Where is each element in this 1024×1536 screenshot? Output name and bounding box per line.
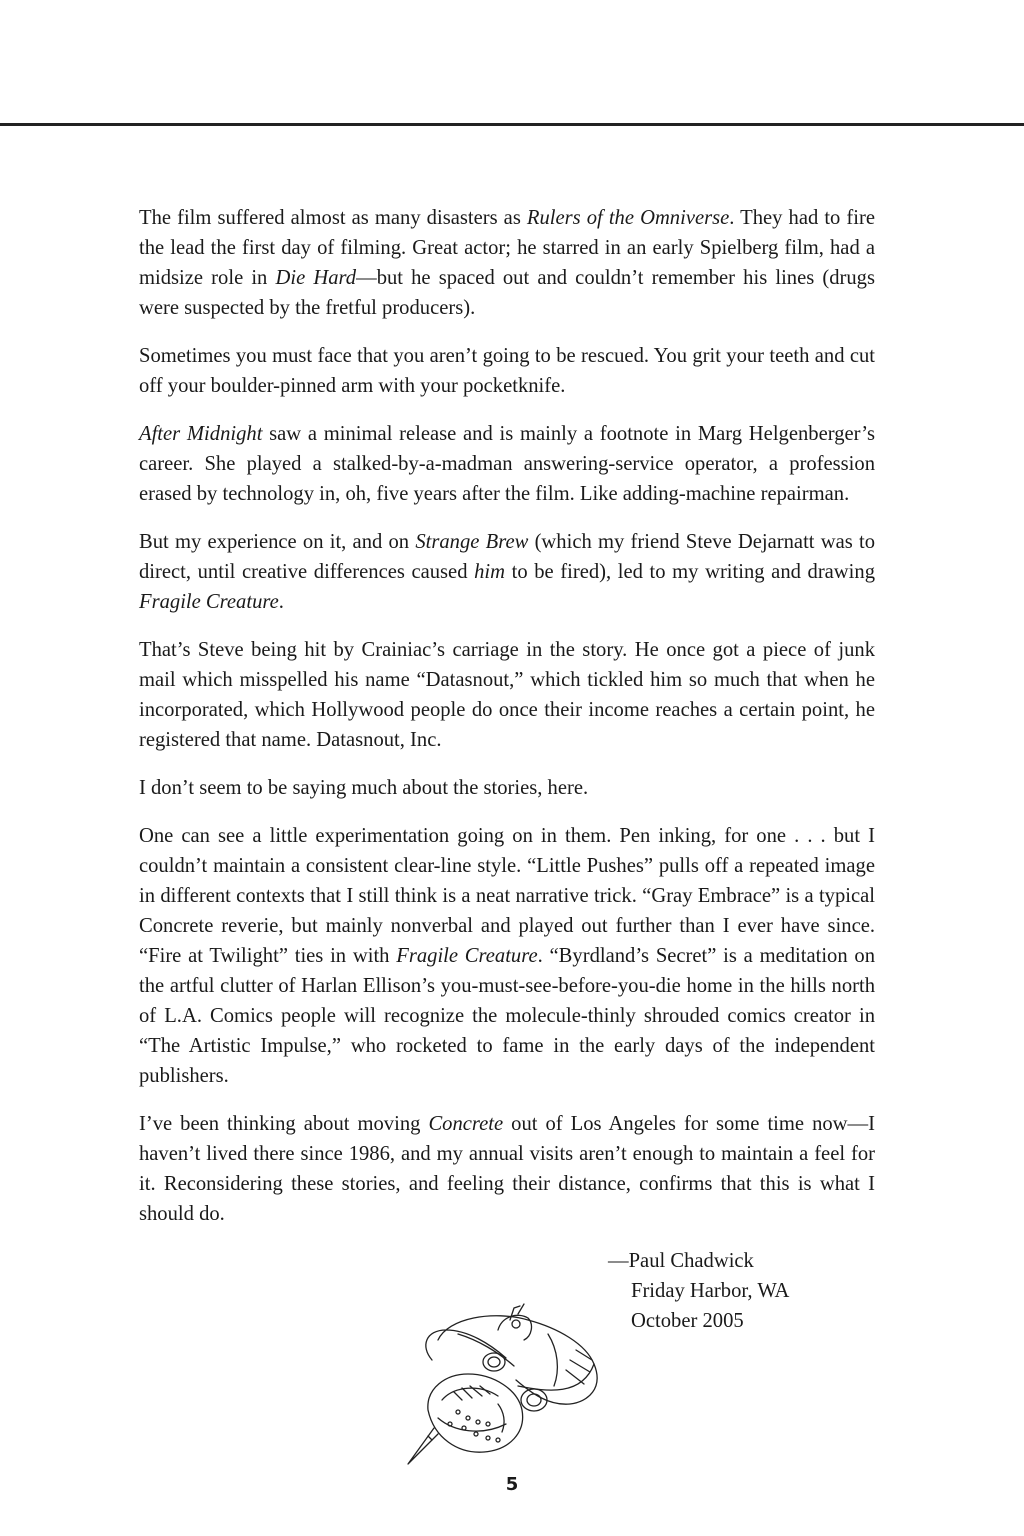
italic-title: After Midnight (139, 423, 263, 445)
text-segment: to be fired), led to my writing and drawing (505, 561, 875, 583)
text-segment: . They had to fire the lead the first day of filming. Great actor; he starred in an early Spielberg film, had a midsize role in (139, 207, 875, 289)
text-segment: One can see a little experimentation going on in them. Pen inking, for one . . . but I couldn’t maintain a consistent clear-line style. “Little Pushes” pulls off a repeated image in different contexts that I still think is a neat narrative trick. “Gray Embrace” is a typical Concrete reverie, but mainly nonverbal and played out further than I ever have since. “Fire at Twilight” ties in with (139, 825, 875, 967)
paragraph (139, 419, 875, 509)
text-segment: Sometimes you must face that you aren’t going to be rescued. You grit your teeth and cut off your boulder-pinned arm with your pocketknife. (139, 345, 875, 397)
paragraph (139, 203, 875, 323)
text-segment: . (278, 591, 284, 613)
signature-location: Friday Harbor, WA (631, 1280, 790, 1302)
italic-title: Concrete (428, 1113, 504, 1135)
paragraph (139, 773, 875, 803)
paragraph (139, 527, 875, 617)
paragraph (139, 635, 875, 755)
spaceship-sketch-icon (398, 1300, 630, 1470)
text-segment: saw a minimal release and is mainly a footnote in Marg Helgenberger’s career. She played a stalked-by-a-madman answering-service operator, a profession erased by technology in, oh, five years after the film. Like adding-machine repairman. (139, 423, 875, 505)
text-segment: —but he spaced out and couldn’t remember his lines (drugs were suspected by the fretful producers). (139, 267, 875, 319)
italic-title: Fragile Creature (396, 945, 538, 967)
page-number: 5 (505, 1474, 519, 1495)
text-segment: But my experience on it, and on (139, 531, 416, 553)
italic-title: Strange Brew (415, 531, 529, 553)
italic-title: him (474, 561, 505, 583)
text-segment: I don’t seem to be saying much about the stories, here. (139, 777, 589, 799)
text-segment: The film suffered almost as many disasters as (139, 207, 527, 229)
header-rule (0, 123, 1024, 126)
text-segment: out of Los Angeles for some time now—I haven’t lived there since 1986, and my annual visits aren’t enough to maintain a feel for it. Reconsidering these stories, and feeling their distance, confirms that this is what I should do. (139, 1113, 875, 1225)
italic-title: Fragile Creature (139, 591, 279, 613)
text-segment: I’ve been thinking about moving (139, 1113, 429, 1135)
paragraph (139, 821, 875, 1091)
italic-title: Rulers of the Omniverse (526, 207, 730, 229)
text-segment: (which my friend Steve Dejarnatt was to direct, until creative differences caused (139, 531, 876, 583)
italic-title: Die Hard (275, 267, 357, 289)
text-segment: . “Byrdland’s Secret” is a meditation on the artful clutter of Harlan Ellison’s you-must-see-before-you-die home in the hills north of L.A. Comics people will recognize the molecule-thinly shrouded comics creator in “The Artistic Impulse,” who rocketed to fame in the early days of the independent publishers. (139, 945, 876, 1087)
body-text (139, 203, 875, 1247)
paragraph (139, 1109, 875, 1229)
signature-date: October 2005 (631, 1310, 744, 1332)
text-segment: That’s Steve being hit by Crainiac’s carriage in the story. He once got a piece of junk mail which misspelled his name “Datasnout,” which tickled him so much that when he incorporated, which Hollywood people do once their income reaches a certain point, he registered that name. Datasnout, Inc. (139, 639, 875, 751)
paragraph (139, 341, 875, 401)
signature-block (608, 1246, 789, 1336)
signature-name: —Paul Chadwick (608, 1250, 754, 1272)
